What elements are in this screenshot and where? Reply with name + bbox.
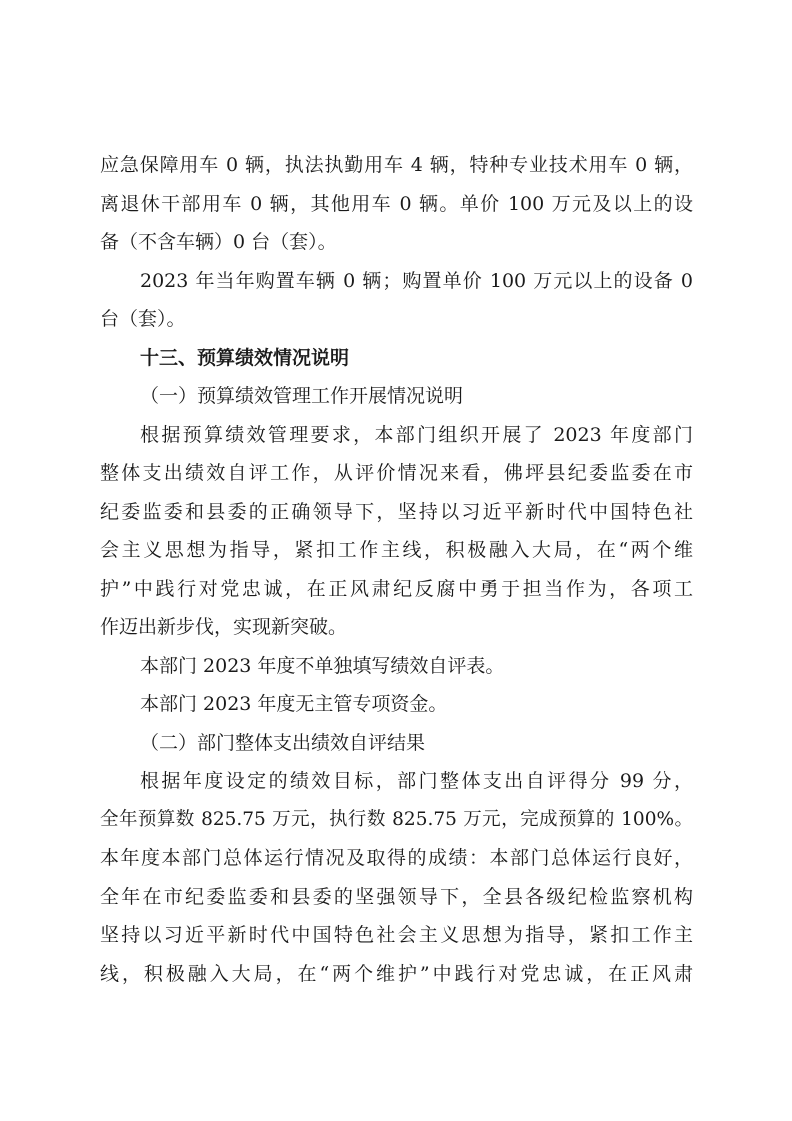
paragraph-line: 坚持以习近平新时代中国特色社会主义思想为指导，紧扣工作主 [100, 924, 693, 946]
paragraph-line: 应急保障用车 0 辆，执法执勤用车 4 辆，特种专业技术用车 0 辆， [100, 154, 693, 176]
paragraph-line: 整体支出绩效自评工作，从评价情况来看，佛坪县纪委监委在市 [100, 462, 693, 484]
subsection-heading: （二）部门整体支出绩效自评结果 [140, 731, 426, 754]
paragraph-line: 本年度本部门总体运行情况及取得的成绩：本部门总体运行良好， [100, 847, 693, 869]
paragraph-line: 全年在市纪委监委和县委的坚强领导下，全县各级纪检监察机构 [100, 885, 693, 908]
paragraph-line: 备（不含车辆）0 台（套）。 [100, 231, 337, 253]
paragraph-line: 会主义思想为指导，紧扣工作主线，积极融入大局，在“两个维 [100, 539, 693, 561]
paragraph-line: 离退休干部用车 0 辆，其他用车 0 辆。单价 100 万元及以上的设 [100, 192, 693, 215]
document-page [100, 146, 693, 993]
section-heading: 十三、预算绩效情况说明 [140, 346, 350, 369]
paragraph-line: 本部门 2023 年度不单独填写绩效自评表。 [140, 654, 505, 677]
paragraph-line: 本部门 2023 年度无主管专项资金。 [140, 693, 448, 715]
paragraph-line: 护”中践行对党忠诚，在正风肃纪反腐中勇于担当作为，各项工 [100, 577, 693, 600]
paragraph-line: 台（套）。 [100, 308, 186, 330]
paragraph-line: 全年预算数 825.75 万元，执行数 825.75 万元，完成预算的 100%。 [100, 808, 693, 830]
paragraph-line: 纪委监委和县委的正确领导下，坚持以习近平新时代中国特色社 [100, 500, 693, 523]
paragraph-line: 根据年度设定的绩效目标，部门整体支出自评得分 99 分， [140, 770, 693, 792]
paragraph-line: 作迈出新步伐，实现新突破。 [100, 616, 348, 638]
subsection-heading: （一）预算绩效管理工作开展情况说明 [140, 385, 464, 407]
paragraph-line: 2023 年当年购置车辆 0 辆；购置单价 100 万元以上的设备 0 [140, 269, 693, 292]
paragraph-line: 根据预算绩效管理要求，本部门组织开展了 2023 年度部门 [140, 423, 693, 446]
paragraph-line: 线，积极融入大局，在“两个维护”中践行对党忠诚，在正风肃 [100, 962, 693, 985]
